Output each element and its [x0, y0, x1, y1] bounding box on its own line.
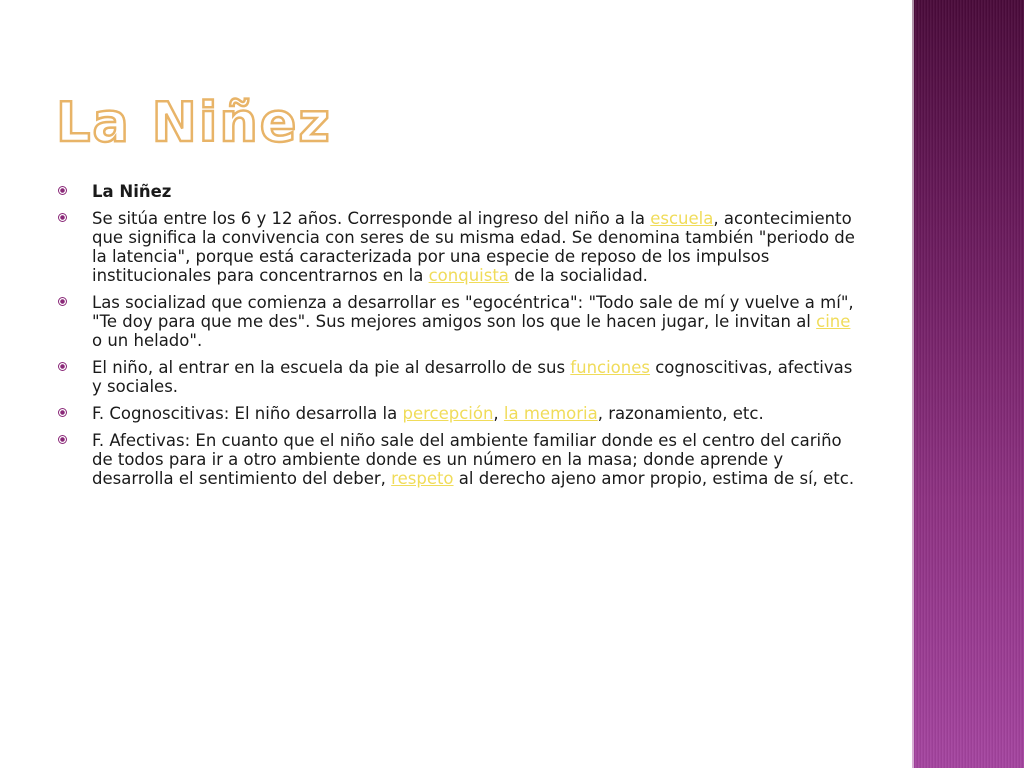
link-escuela[interactable]: escuela — [650, 209, 714, 228]
bullet-text: al derecho ajeno amor propio, estima de sí, etc. — [453, 469, 855, 488]
bullet-text: Las socializad que comienza a desarrollar es "egocéntrica": "Todo sale de mí y vuelve a mí", "Te doy para que me des". Sus mejores amigos son los que le hacen jugar, le invitan al — [92, 293, 854, 331]
bullet-text: , — [493, 404, 504, 423]
bullet-item — [58, 431, 858, 488]
bullet-item — [58, 404, 858, 423]
bullet-icon — [58, 408, 67, 417]
link-conquista[interactable]: conquista — [428, 266, 509, 285]
bullet-text: , acontecimiento que significa la convivencia con seres de su misma edad. Se denomina también "periodo de la latencia", porque está caracterizada por una especie de reposo de los impulsos institucionales para concentrarnos en la — [92, 209, 855, 285]
link-cine[interactable]: cine — [816, 312, 851, 331]
bullet-item — [58, 209, 858, 285]
bullet-item — [58, 358, 858, 396]
bullet-text: Se sitúa entre los 6 y 12 años. Corresponde al ingreso del niño a la — [92, 209, 651, 228]
bullet-icon — [58, 186, 67, 195]
bullet-text: de la socialidad. — [508, 266, 648, 285]
bullet-text: El niño, al entrar en la escuela da pie al desarrollo de sus — [92, 358, 571, 377]
bullet-text: F. Afectivas: En cuanto que el niño sale del ambiente familiar donde es el centro del cariño de todos para ir a otro ambiente donde es un número en la masa; donde aprende y desarrolla el sentimiento del deber, — [92, 431, 842, 488]
slide-title: La Niñez — [56, 91, 332, 154]
bullet-icon — [58, 362, 67, 371]
bullet-item — [58, 182, 858, 201]
bullet-text: , razonamiento, etc. — [597, 404, 764, 423]
bullet-text: F. Cognoscitivas: El niño desarrolla la — [92, 404, 403, 423]
bullet-icon — [58, 213, 67, 222]
bullet-list — [58, 182, 858, 496]
bullet-heading: La Niñez — [92, 182, 172, 201]
link-la-memoria[interactable]: la memoria — [503, 404, 598, 423]
link-percepcion[interactable]: percepción — [402, 404, 494, 423]
bullet-item — [58, 293, 858, 350]
link-respeto[interactable]: respeto — [391, 469, 454, 488]
bullet-text: cognoscitivas, afectivas y sociales. — [92, 358, 853, 396]
link-funciones[interactable]: funciones — [570, 358, 650, 377]
decorative-side-band — [912, 0, 1024, 768]
bullet-icon — [58, 435, 67, 444]
bullet-text: o un helado". — [92, 331, 203, 350]
bullet-icon — [58, 297, 67, 306]
